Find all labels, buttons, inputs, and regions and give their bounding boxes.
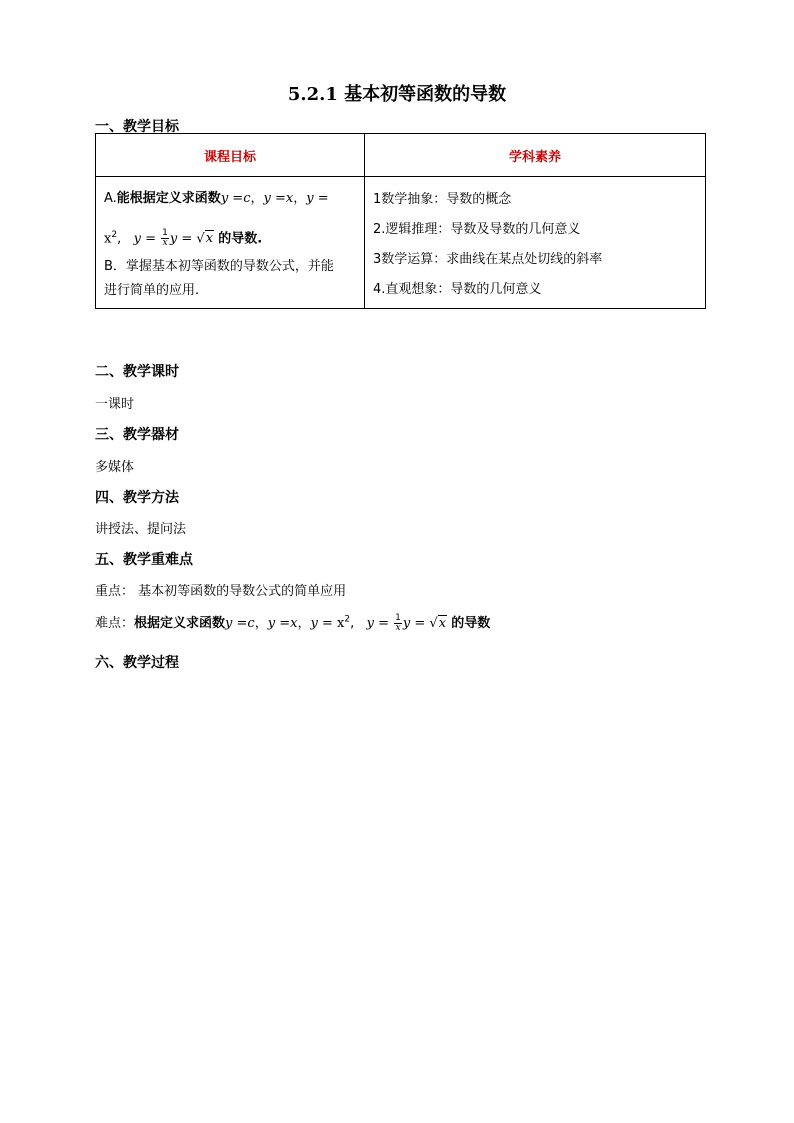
list-item: 2.逻辑推理：导数及导数的几何意义 (373, 222, 581, 237)
goal-a-line1: A.能根据定义求函数y =c，y =x，y = (104, 191, 329, 206)
fraction-one-over-x: $\frac{1}{x}$ (162, 228, 168, 249)
equipment-text: 多媒体 (95, 460, 135, 475)
header-course-goals: 课程目标 (96, 134, 365, 177)
section-heading-goals: 一、教学目标 (95, 119, 179, 135)
list-item: 3数学运算：求曲线在某点处切线的斜率 (373, 252, 603, 267)
table-header-row (96, 134, 706, 177)
fraction-one-over-x: $\frac{1}{x}$ (395, 613, 401, 633)
header-subject-literacy: 学科素养 (365, 134, 706, 177)
sqrt-x: √x (429, 616, 447, 631)
list-item: 4.直观想象：导数的几何意义 (373, 282, 542, 297)
goals-table (95, 133, 706, 309)
goal-a-text: 能根据定义求函数 (116, 191, 221, 206)
difficulty-text: 难点：根据定义求函数y =c，y =x，$y = x^2$, y = $\frac{1}{x}$ y = √x 的导数 (95, 613, 491, 633)
section-heading-hours: 二、教学课时 (95, 364, 179, 380)
methods-text: 讲授法、提问法 (95, 522, 187, 537)
table-row (96, 177, 706, 309)
goal-b: B．掌握基本初等函数的导数公式，并能 进行简单的应用. (104, 259, 334, 298)
subject-literacy-cell (365, 177, 706, 309)
section-heading-key-points: 五、教学重难点 (95, 552, 193, 568)
key-point-text: 重点： 基本初等函数的导数公式的简单应用 (95, 584, 347, 599)
goal-a-line2: $x^2$, y = $\frac{1}{x}$ y = √x 的导数. (104, 228, 263, 249)
page-title: 5.2.1 基本初等函数的导数 (287, 84, 507, 105)
hours-text: 一课时 (95, 397, 135, 412)
section-heading-process: 六、教学过程 (95, 655, 179, 671)
section-heading-equipment: 三、教学器材 (95, 427, 179, 443)
sqrt-x: √x (196, 231, 214, 247)
section-heading-methods: 四、教学方法 (95, 490, 179, 506)
course-goals-cell (96, 177, 365, 309)
list-item: 1数学抽象：导数的概念 (373, 192, 512, 207)
